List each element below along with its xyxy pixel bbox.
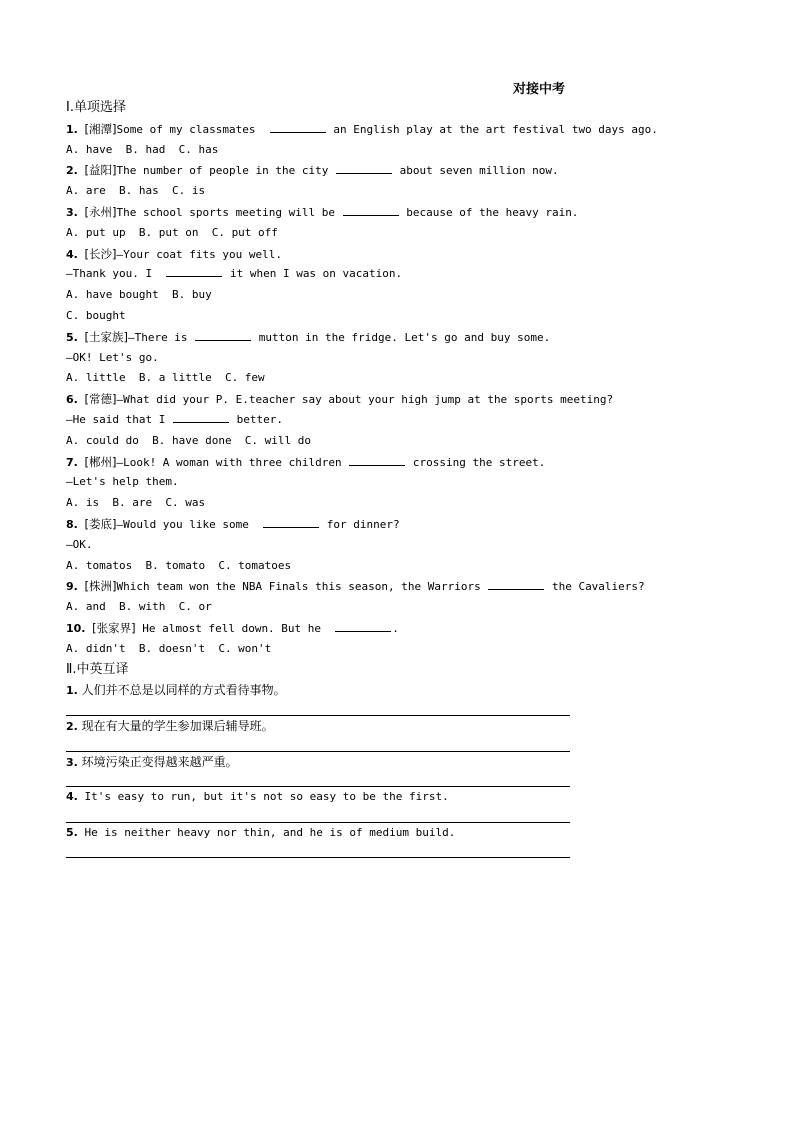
question-source: [永州]	[84, 204, 117, 219]
section-heading-translation: Ⅱ.中英互译	[66, 661, 129, 677]
question-2	[66, 160, 766, 181]
question-options: A. have B. had C. has	[66, 142, 219, 156]
translation-number: 2.	[66, 719, 78, 733]
translation-number: 5.	[66, 825, 78, 839]
question-text: Which team won the NBA Finals this season, the Warriors	[116, 580, 488, 594]
question-8	[66, 514, 766, 535]
question-options: A. could do B. have done C. will do	[66, 433, 312, 447]
question-text: because of the heavy rain.	[399, 205, 579, 219]
question-options: A. tomatos B. tomato C. tomatoes	[66, 558, 292, 572]
translation-text: It's easy to run, but it's not so easy to be the first.	[84, 790, 449, 804]
question-source: [娄底]	[84, 516, 117, 531]
question-source: [土家族]	[84, 329, 128, 344]
question-4-line2	[66, 264, 766, 285]
question-number: 4.	[66, 247, 78, 261]
answer-blank[interactable]	[335, 619, 391, 632]
translation-item-5	[66, 823, 766, 844]
question-source: [株洲]	[84, 579, 117, 594]
question-options: A. little B. a little C. few	[66, 371, 265, 385]
question-text: the Cavaliers?	[545, 580, 645, 594]
question-source: [常德]	[84, 392, 117, 407]
question-5-line2: —OK! Let's go.	[66, 350, 159, 364]
question-options: A. didn't B. doesn't C. won't	[66, 641, 272, 655]
question-source: [长沙]	[84, 246, 117, 261]
question-options: A. and B. with C. or	[66, 600, 212, 614]
question-options: C. bought	[66, 308, 126, 322]
translation-item-4	[66, 787, 766, 808]
question-text: —Would you like some	[116, 517, 263, 531]
answer-blank[interactable]	[349, 453, 405, 466]
answer-blank[interactable]	[488, 577, 544, 590]
question-source: [郴州]	[84, 454, 117, 469]
question-text: .	[392, 621, 399, 635]
question-7-line2: —Let's help them.	[66, 475, 179, 489]
question-7	[66, 452, 766, 473]
translation-number: 3.	[66, 755, 78, 769]
question-number: 10.	[66, 621, 86, 635]
question-source: [益阳]	[84, 163, 117, 178]
question-number: 3.	[66, 205, 78, 219]
question-1	[66, 119, 766, 140]
question-5	[66, 327, 766, 348]
question-text: —Look! A woman with three children	[116, 455, 349, 469]
question-number: 6.	[66, 393, 78, 407]
question-text: better.	[229, 412, 283, 426]
answer-blank[interactable]	[166, 264, 222, 277]
question-number: 1.	[66, 122, 78, 136]
translation-number: 4.	[66, 790, 78, 804]
question-number: 2.	[66, 164, 78, 178]
translation-text: 环境污染正变得越来越严重。	[81, 754, 238, 769]
question-text: —What did your P. E.teacher say about your high jump at the sports meeting?	[116, 393, 614, 407]
question-text: —Thank you. I	[66, 267, 166, 281]
question-4	[66, 244, 766, 265]
question-text: He almost fell down. But he	[135, 621, 335, 635]
answer-blank[interactable]	[270, 120, 326, 133]
question-text: an English play at the art festival two days ago.	[326, 122, 658, 136]
translation-number: 1.	[66, 684, 78, 698]
question-8-line2: —OK.	[66, 537, 93, 551]
question-number: 9.	[66, 580, 78, 594]
question-text: crossing the street.	[406, 455, 546, 469]
answer-blank[interactable]	[336, 161, 392, 174]
question-text: it when I was on vacation.	[223, 267, 403, 281]
worksheet-content	[66, 98, 766, 858]
question-options: A. is B. are C. was	[66, 496, 206, 510]
question-6	[66, 389, 766, 410]
question-options: A. are B. has C. is	[66, 184, 206, 198]
translation-text: He is neither heavy nor thin, and he is of medium build.	[84, 825, 456, 839]
question-text: —Your coat fits you well.	[116, 247, 283, 261]
question-10	[66, 618, 766, 639]
question-text: —He said that I	[66, 412, 172, 426]
question-text: Some of my classmates	[116, 122, 263, 136]
question-number: 5.	[66, 330, 78, 344]
question-text: —There is	[127, 330, 195, 344]
question-text: for dinner?	[320, 517, 400, 531]
question-number: 8.	[66, 517, 78, 531]
question-3	[66, 202, 766, 223]
translation-text: 现在有大量的学生参加课后辅导班。	[81, 718, 274, 733]
question-text: mutton in the fridge. Let's go and buy some.	[252, 330, 551, 344]
page-title: 对接中考	[513, 82, 566, 97]
question-6-line2	[66, 410, 766, 431]
question-number: 7.	[66, 455, 78, 469]
translation-text: 人们并不总是以同样的方式看待事物。	[81, 683, 286, 698]
answer-blank[interactable]	[173, 410, 229, 423]
question-text: The school sports meeting will be	[116, 205, 342, 219]
answer-blank[interactable]	[195, 328, 251, 341]
question-9	[66, 576, 766, 597]
answer-blank[interactable]	[343, 203, 399, 216]
question-options: A. have bought B. buy	[66, 288, 212, 302]
question-source: [张家界]	[92, 620, 136, 635]
question-text: about seven million now.	[393, 164, 559, 178]
answer-blank[interactable]	[263, 515, 319, 528]
question-options: A. put up B. put on C. put off	[66, 225, 278, 239]
question-source: [湘潭]	[84, 121, 117, 136]
section-heading-choice: Ⅰ.单项选择	[66, 100, 126, 115]
question-text: The number of people in the city	[116, 164, 335, 178]
